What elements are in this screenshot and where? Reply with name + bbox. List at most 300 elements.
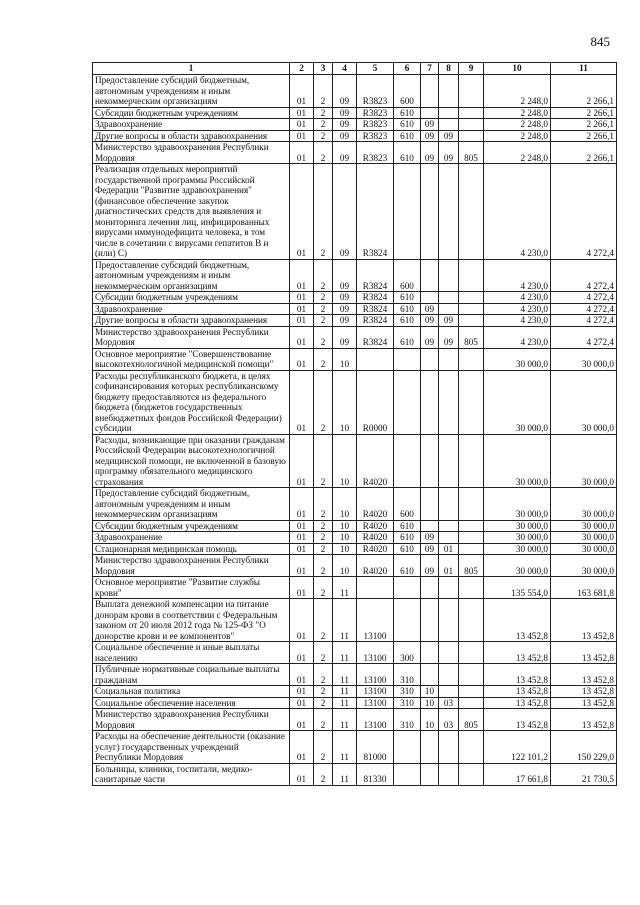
column-header: 5	[357, 63, 394, 75]
code-col2: 01	[290, 130, 314, 142]
target-article: R4020	[357, 520, 394, 532]
code-col4: 09	[333, 119, 357, 131]
expense-type: 610	[394, 107, 421, 119]
subsection: 09	[439, 142, 459, 164]
amount-col11: 4 272,4	[551, 292, 617, 304]
amount-col10: 30 000,0	[484, 532, 551, 544]
code-col3: 2	[314, 348, 333, 370]
row-name: Субсидии бюджетным учреждениям	[93, 292, 290, 304]
code-col2: 01	[290, 555, 314, 577]
table-row	[93, 303, 617, 315]
code-col4: 09	[333, 107, 357, 119]
column-header: 3	[314, 63, 333, 75]
amount-col10: 2 248,0	[484, 119, 551, 131]
section: 10	[421, 709, 439, 731]
code-col2: 01	[290, 315, 314, 327]
amount-col11: 2 266,1	[551, 142, 617, 164]
code-col4: 11	[333, 577, 357, 599]
code-col3: 2	[314, 303, 333, 315]
table-row	[93, 520, 617, 532]
table-row	[93, 119, 617, 131]
row-name: Здравоохранение	[93, 303, 290, 315]
column-header: 7	[421, 63, 439, 75]
section: 09	[421, 532, 439, 544]
expense-type: 300	[394, 642, 421, 664]
subsection	[439, 520, 459, 532]
amount-col10: 30 000,0	[484, 488, 551, 521]
code-col4: 11	[333, 686, 357, 698]
code-col2: 01	[290, 164, 314, 260]
expense-type	[394, 348, 421, 370]
code-col2: 01	[290, 532, 314, 544]
amount-col11: 13 452,8	[551, 709, 617, 731]
code-col4: 09	[333, 326, 357, 348]
code-col4: 11	[333, 697, 357, 709]
amount-col10: 30 000,0	[484, 370, 551, 434]
amount-col11: 30 000,0	[551, 555, 617, 577]
target-article: R3823	[357, 142, 394, 164]
code-col3: 2	[314, 577, 333, 599]
row-name: Публичные нормативные социальные выплаты гражданам	[93, 664, 290, 686]
table-row	[93, 164, 617, 260]
table-row	[93, 763, 617, 785]
code-col4: 09	[333, 259, 357, 292]
amount-col11: 2 266,1	[551, 130, 617, 142]
code-col2: 01	[290, 370, 314, 434]
code-col3: 2	[314, 119, 333, 131]
target-article: R3824	[357, 326, 394, 348]
amount-col10: 4 230,0	[484, 164, 551, 260]
section	[421, 488, 439, 521]
code-col3: 2	[314, 326, 333, 348]
amount-col10: 30 000,0	[484, 543, 551, 555]
code-col4: 11	[333, 709, 357, 731]
code-col2: 01	[290, 259, 314, 292]
target-article: 13100	[357, 642, 394, 664]
ministry-code	[459, 434, 484, 488]
subsection	[439, 303, 459, 315]
subsection	[439, 292, 459, 304]
amount-col10: 2 248,0	[484, 142, 551, 164]
table-row	[93, 532, 617, 544]
amount-col11: 30 000,0	[551, 543, 617, 555]
ministry-code: 805	[459, 555, 484, 577]
amount-col11: 2 266,1	[551, 75, 617, 108]
row-name: Министерство здравоохранения Республики Мордовия	[93, 555, 290, 577]
amount-col10: 13 452,8	[484, 599, 551, 642]
code-col2: 01	[290, 664, 314, 686]
amount-col11: 2 266,1	[551, 119, 617, 131]
code-col3: 2	[314, 488, 333, 521]
target-article: R4020	[357, 555, 394, 577]
table-row	[93, 434, 617, 488]
ministry-code	[459, 370, 484, 434]
target-article: R3823	[357, 107, 394, 119]
code-col4: 10	[333, 434, 357, 488]
header-row	[93, 63, 617, 75]
subsection	[439, 488, 459, 521]
target-article: R3824	[357, 315, 394, 327]
expense-type: 610	[394, 543, 421, 555]
column-header: 8	[439, 63, 459, 75]
code-col3: 2	[314, 642, 333, 664]
code-col3: 2	[314, 434, 333, 488]
expense-type	[394, 577, 421, 599]
table-row	[93, 686, 617, 698]
subsection	[439, 434, 459, 488]
amount-col11: 30 000,0	[551, 348, 617, 370]
code-col2: 01	[290, 642, 314, 664]
code-col4: 10	[333, 555, 357, 577]
column-header: 11	[551, 63, 617, 75]
section: 09	[421, 142, 439, 164]
table-row	[93, 75, 617, 108]
column-header: 2	[290, 63, 314, 75]
code-col3: 2	[314, 107, 333, 119]
code-col3: 2	[314, 664, 333, 686]
row-name: Больницы, клиники, госпитали, медико-санитарные части	[93, 763, 290, 785]
subsection: 03	[439, 709, 459, 731]
amount-col11: 4 272,4	[551, 326, 617, 348]
amount-col11: 2 266,1	[551, 107, 617, 119]
target-article: 13100	[357, 709, 394, 731]
ministry-code	[459, 292, 484, 304]
code-col4: 09	[333, 303, 357, 315]
code-col2: 01	[290, 119, 314, 131]
table-row	[93, 697, 617, 709]
ministry-code	[459, 577, 484, 599]
amount-col11: 21 730,5	[551, 763, 617, 785]
code-col2: 01	[290, 292, 314, 304]
expense-type: 610	[394, 303, 421, 315]
expense-type	[394, 164, 421, 260]
code-col2: 01	[290, 709, 314, 731]
amount-col11: 4 272,4	[551, 315, 617, 327]
amount-col10: 13 452,8	[484, 697, 551, 709]
code-col4: 11	[333, 599, 357, 642]
ministry-code	[459, 119, 484, 131]
subsection	[439, 599, 459, 642]
code-col2: 01	[290, 434, 314, 488]
table-row	[93, 555, 617, 577]
code-col3: 2	[314, 731, 333, 764]
section: 09	[421, 303, 439, 315]
row-name: Стационарная медицинская помощь	[93, 543, 290, 555]
expense-type: 310	[394, 664, 421, 686]
table-row	[93, 731, 617, 764]
target-article: R3823	[357, 119, 394, 131]
code-col4: 09	[333, 130, 357, 142]
expense-type: 610	[394, 520, 421, 532]
table-row	[93, 599, 617, 642]
table-row	[93, 370, 617, 434]
code-col4: 11	[333, 664, 357, 686]
amount-col11: 30 000,0	[551, 370, 617, 434]
section: 09	[421, 555, 439, 577]
section	[421, 348, 439, 370]
table-row	[93, 326, 617, 348]
row-name: Другие вопросы в области здравоохранения	[93, 315, 290, 327]
column-header: 9	[459, 63, 484, 75]
code-col2: 01	[290, 543, 314, 555]
ministry-code	[459, 664, 484, 686]
subsection	[439, 731, 459, 764]
expense-type: 600	[394, 75, 421, 108]
code-col2: 01	[290, 107, 314, 119]
amount-col10: 30 000,0	[484, 434, 551, 488]
section	[421, 763, 439, 785]
subsection	[439, 119, 459, 131]
subsection	[439, 75, 459, 108]
amount-col11: 150 229,0	[551, 731, 617, 764]
row-name: Основное мероприятие "Развитие службы крови"	[93, 577, 290, 599]
expense-type: 610	[394, 315, 421, 327]
section: 09	[421, 130, 439, 142]
amount-col11: 163 681,8	[551, 577, 617, 599]
code-col4: 09	[333, 75, 357, 108]
target-article: R3824	[357, 164, 394, 260]
target-article: R3823	[357, 75, 394, 108]
table-row	[93, 664, 617, 686]
code-col3: 2	[314, 599, 333, 642]
table-row	[93, 642, 617, 664]
amount-col10: 4 230,0	[484, 292, 551, 304]
section	[421, 599, 439, 642]
ministry-code	[459, 107, 484, 119]
expense-type: 600	[394, 259, 421, 292]
ministry-code	[459, 348, 484, 370]
target-article: R3823	[357, 130, 394, 142]
section	[421, 434, 439, 488]
code-col3: 2	[314, 686, 333, 698]
subsection	[439, 642, 459, 664]
code-col3: 2	[314, 142, 333, 164]
subsection	[439, 164, 459, 260]
ministry-code	[459, 130, 484, 142]
target-article: 13100	[357, 664, 394, 686]
row-name: Предоставление субсидий бюджетным, автономным учреждениям и иным некоммерческим организациям	[93, 488, 290, 521]
row-name: Расходы республиканского бюджета, в целях софинансирования которых республиканскому бюджету предоставляются из федерального бюджета (бюджетов государственных внебюджетных фондов Российской Федерации) субсидии	[93, 370, 290, 434]
subsection	[439, 532, 459, 544]
section	[421, 577, 439, 599]
amount-col11: 30 000,0	[551, 520, 617, 532]
code-col4: 09	[333, 315, 357, 327]
expense-type	[394, 434, 421, 488]
section	[421, 370, 439, 434]
amount-col10: 2 248,0	[484, 130, 551, 142]
table-row	[93, 543, 617, 555]
amount-col11: 13 452,8	[551, 664, 617, 686]
section	[421, 259, 439, 292]
target-article: R3824	[357, 292, 394, 304]
row-name: Министерство здравоохранения Республики Мордовия	[93, 142, 290, 164]
amount-col10: 4 230,0	[484, 315, 551, 327]
amount-col10: 2 248,0	[484, 75, 551, 108]
table-row	[93, 142, 617, 164]
page-number: 845	[590, 34, 610, 49]
expense-type: 600	[394, 488, 421, 521]
section: 10	[421, 686, 439, 698]
ministry-code	[459, 520, 484, 532]
ministry-code: 805	[459, 142, 484, 164]
target-article: R4020	[357, 488, 394, 521]
code-col4: 10	[333, 488, 357, 521]
subsection	[439, 259, 459, 292]
amount-col10: 122 101,2	[484, 731, 551, 764]
section: 09	[421, 543, 439, 555]
ministry-code	[459, 303, 484, 315]
section	[421, 107, 439, 119]
column-header: 4	[333, 63, 357, 75]
target-article: 81330	[357, 763, 394, 785]
expense-type	[394, 763, 421, 785]
row-name: Предоставление субсидий бюджетным, автономным учреждениям и иным некоммерческим организациям	[93, 75, 290, 108]
target-article: R3824	[357, 303, 394, 315]
expense-type: 310	[394, 709, 421, 731]
row-name: Социальное обеспечение населения	[93, 697, 290, 709]
row-name: Расходы на обеспечение деятельности (оказание услуг) государственных учреждений Республики Мордовия	[93, 731, 290, 764]
budget-table	[92, 62, 617, 786]
amount-col10: 2 248,0	[484, 107, 551, 119]
row-name: Реализация отдельных мероприятий государственной программы Российской Федерации "Развитие здравоохранения" (финансовое обеспечение закупок диагностических средств для выявления и мониторинга лечения лиц, инфицированных вирусами иммунодефицита человека, в том числе в сочетании с вирусами гепатитов В и (или) С)	[93, 164, 290, 260]
table-body	[93, 75, 617, 786]
code-col2: 01	[290, 731, 314, 764]
expense-type: 310	[394, 686, 421, 698]
row-name: Основное мероприятие "Совершенствование высокотехнологичной медицинской помощи"	[93, 348, 290, 370]
ministry-code	[459, 259, 484, 292]
code-col3: 2	[314, 130, 333, 142]
expense-type: 610	[394, 130, 421, 142]
expense-type: 610	[394, 555, 421, 577]
subsection	[439, 348, 459, 370]
code-col2: 01	[290, 763, 314, 785]
target-article: 13100	[357, 599, 394, 642]
expense-type: 610	[394, 532, 421, 544]
row-name: Министерство здравоохранения Республики Мордовия	[93, 326, 290, 348]
ministry-code	[459, 686, 484, 698]
section: 09	[421, 326, 439, 348]
code-col3: 2	[314, 315, 333, 327]
amount-col11: 30 000,0	[551, 488, 617, 521]
column-header: 1	[93, 63, 290, 75]
code-col3: 2	[314, 370, 333, 434]
code-col4: 09	[333, 292, 357, 304]
table-row	[93, 709, 617, 731]
amount-col10: 135 554,0	[484, 577, 551, 599]
row-name: Другие вопросы в области здравоохранения	[93, 130, 290, 142]
ministry-code: 805	[459, 326, 484, 348]
ministry-code: 805	[459, 709, 484, 731]
expense-type: 610	[394, 326, 421, 348]
subsection: 01	[439, 543, 459, 555]
amount-col10: 4 230,0	[484, 326, 551, 348]
code-col2: 01	[290, 686, 314, 698]
section	[421, 520, 439, 532]
table-row	[93, 315, 617, 327]
subsection: 09	[439, 326, 459, 348]
ministry-code	[459, 315, 484, 327]
amount-col10: 4 230,0	[484, 303, 551, 315]
table-row	[93, 259, 617, 292]
amount-col11: 4 272,4	[551, 164, 617, 260]
target-article: 13100	[357, 686, 394, 698]
code-col2: 01	[290, 303, 314, 315]
amount-col10: 13 452,8	[484, 686, 551, 698]
target-article: R3824	[357, 259, 394, 292]
table-row	[93, 292, 617, 304]
subsection: 01	[439, 555, 459, 577]
subsection	[439, 370, 459, 434]
ministry-code	[459, 599, 484, 642]
amount-col11: 30 000,0	[551, 434, 617, 488]
code-col3: 2	[314, 709, 333, 731]
code-col4: 10	[333, 543, 357, 555]
code-col3: 2	[314, 292, 333, 304]
code-col2: 01	[290, 348, 314, 370]
section: 09	[421, 315, 439, 327]
row-name: Социальная политика	[93, 686, 290, 698]
code-col2: 01	[290, 599, 314, 642]
subsection	[439, 763, 459, 785]
expense-type: 310	[394, 697, 421, 709]
amount-col10: 30 000,0	[484, 555, 551, 577]
subsection	[439, 577, 459, 599]
amount-col10: 13 452,8	[484, 642, 551, 664]
section	[421, 164, 439, 260]
section	[421, 642, 439, 664]
row-name: Социальное обеспечение и иные выплаты населению	[93, 642, 290, 664]
amount-col10: 30 000,0	[484, 520, 551, 532]
ministry-code	[459, 731, 484, 764]
code-col4: 09	[333, 142, 357, 164]
code-col3: 2	[314, 75, 333, 108]
amount-col11: 13 452,8	[551, 686, 617, 698]
code-col4: 10	[333, 348, 357, 370]
code-col3: 2	[314, 543, 333, 555]
code-col2: 01	[290, 697, 314, 709]
row-name: Субсидии бюджетным учреждениям	[93, 107, 290, 119]
code-col3: 2	[314, 763, 333, 785]
amount-col11: 30 000,0	[551, 532, 617, 544]
table-row	[93, 107, 617, 119]
code-col3: 2	[314, 532, 333, 544]
subsection: 03	[439, 697, 459, 709]
target-article: R4020	[357, 532, 394, 544]
section	[421, 75, 439, 108]
expense-type: 610	[394, 119, 421, 131]
subsection: 09	[439, 130, 459, 142]
amount-col10: 4 230,0	[484, 259, 551, 292]
section	[421, 664, 439, 686]
column-header: 10	[484, 63, 551, 75]
expense-type	[394, 370, 421, 434]
code-col4: 10	[333, 532, 357, 544]
table-row	[93, 488, 617, 521]
target-article: R4020	[357, 434, 394, 488]
expense-type: 610	[394, 292, 421, 304]
code-col4: 09	[333, 164, 357, 260]
code-col2: 01	[290, 326, 314, 348]
row-name: Министерство здравоохранения Республики Мордовия	[93, 709, 290, 731]
table-row	[93, 348, 617, 370]
code-col4: 10	[333, 370, 357, 434]
amount-col10: 13 452,8	[484, 664, 551, 686]
amount-col11: 13 452,8	[551, 642, 617, 664]
row-name: Здравоохранение	[93, 532, 290, 544]
target-article: 81000	[357, 731, 394, 764]
table-row	[93, 130, 617, 142]
section	[421, 292, 439, 304]
